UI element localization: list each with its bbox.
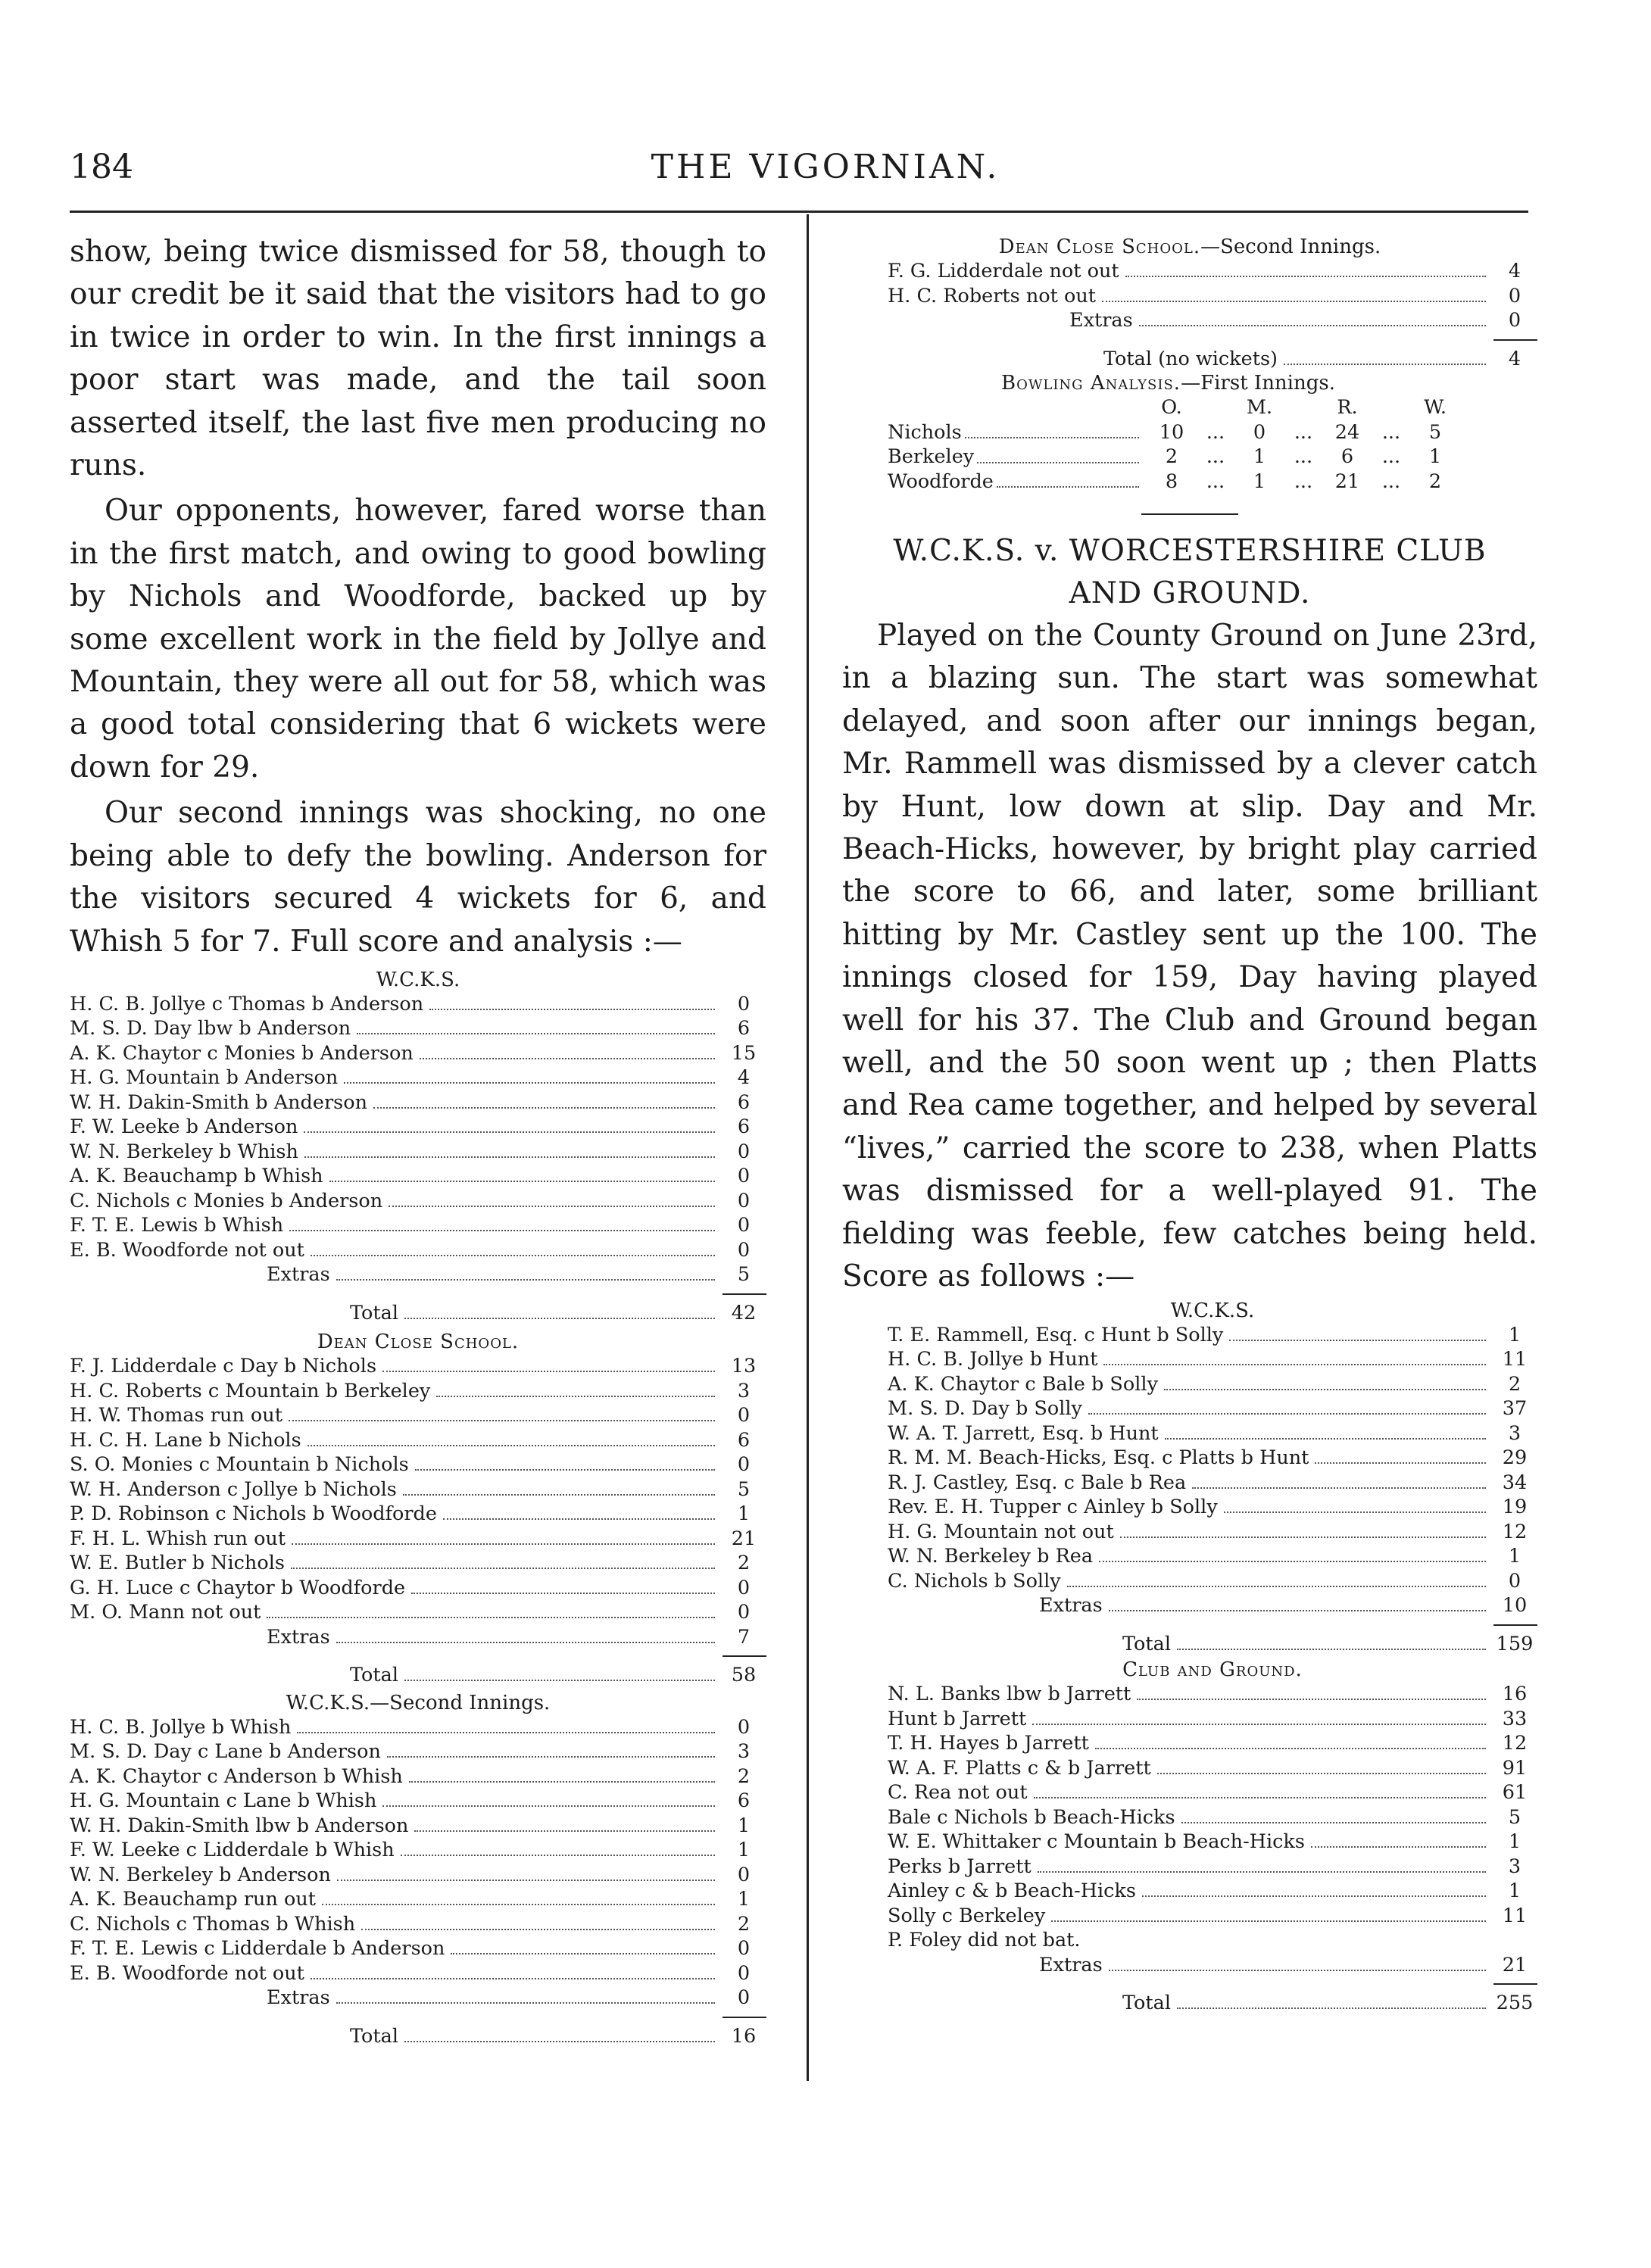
batting-row: W. H. Dakin-Smith lbw b Anderson 1: [70, 1814, 751, 1837]
sum-rule: [1493, 1983, 1537, 1985]
scorecard-title: Club and Ground.: [1122, 1658, 1303, 1681]
section-divider: [1141, 513, 1238, 515]
sum-rule: [723, 2017, 766, 2018]
batting-row: M. S. D. Day lbw b Anderson 6: [70, 1017, 751, 1040]
batting-row: F. T. E. Lewis b Whish 0: [70, 1214, 751, 1237]
batting-row: M. S. D. Day c Lane b Anderson 3: [70, 1740, 751, 1764]
bowling-header: O. M. R. W.: [1161, 396, 1447, 419]
batting-row: H. C. H. Lane b Nichols 6: [70, 1428, 751, 1452]
batting-row: Solly c Berkeley 11: [888, 1904, 1528, 1927]
batting-row: Rev. E. H. Tupper c Ainley b Solly 19: [888, 1496, 1528, 1518]
total-row: Total 42: [350, 1301, 757, 1324]
batting-row: W. A. T. Jarrett, Esq. b Hunt 3: [888, 1421, 1521, 1445]
match2-heading: [842, 530, 1537, 615]
left-column: [70, 231, 766, 2048]
batting-row: A. K. Chaytor c Monies b Anderson 15: [70, 1041, 757, 1065]
batting-row: A. K. Chaytor c Anderson b Whish 2: [70, 1764, 751, 1788]
scorecard-title: Dean Close School.: [317, 1331, 520, 1354]
bowling-analysis: [842, 371, 1537, 494]
extras-row: Extras 0: [1069, 309, 1521, 332]
batting-row: F. T. E. Lewis c Lidderdale b Anderson 0: [70, 1937, 751, 1961]
batting-row: S. O. Monies c Mountain b Nichols 0: [70, 1453, 751, 1477]
batting-row: T. E. Rammell, Esq. c Hunt b Solly 1: [888, 1323, 1521, 1346]
batting-row: H. W. Thomas run out 0: [70, 1404, 751, 1427]
batting-row: A. K. Chaytor c Bale b Solly 2: [888, 1372, 1521, 1396]
batting-row: W. N. Berkeley b Rea 1: [888, 1545, 1521, 1568]
extras-row: Extras 10: [1039, 1594, 1528, 1617]
scorecard-title: W.C.K.S.: [1170, 1299, 1255, 1322]
batting-row: W. N. Berkeley b Whish 0: [70, 1140, 751, 1163]
scorecard-title: W.C.K.S.: [376, 968, 460, 991]
batting-row: W. A. F. Platts c & b Jarrett 91: [888, 1756, 1528, 1780]
batting-row: W. E. Whittaker c Mountain b Beach-Hicks 1: [888, 1830, 1521, 1853]
batting-row: H. C. Roberts c Mountain b Berkeley 3: [70, 1379, 751, 1402]
scorecard-club-ground: [842, 1658, 1537, 2016]
batting-row: E. B. Woodforde not out 0: [70, 1961, 751, 1985]
total-row: Total 58: [350, 1664, 757, 1687]
batting-row: F. G. Lidderdale not out 4: [888, 260, 1521, 282]
scorecard-wcks-first: [70, 968, 766, 1326]
scorecard-dcs-second: [842, 235, 1537, 371]
batting-row: Ainley c & b Beach-Hicks 1: [888, 1880, 1521, 1902]
extras-row: Extras 7: [267, 1625, 751, 1649]
batting-row: E. B. Woodforde not out 0: [70, 1238, 751, 1262]
batting-row: A. K. Beauchamp run out 1: [70, 1888, 751, 1911]
sum-rule: [723, 1655, 766, 1657]
batting-row: W. N. Berkeley b Anderson 0: [70, 1863, 751, 1886]
page-header: [0, 148, 1651, 201]
bowling-row: Nichols 10 ... 0 ... 24 ... 5: [888, 420, 1442, 444]
extras-row: Extras 21: [1039, 1953, 1528, 1976]
total-row: Total 159: [1122, 1632, 1534, 1655]
batting-row: N. L. Banks lbw b Jarrett 16: [888, 1683, 1528, 1705]
right-column: [842, 235, 1537, 2016]
batting-row: W. H. Dakin-Smith b Anderson 6: [70, 1090, 751, 1114]
bowling-row: Berkeley 2 ... 1 ... 6 ... 1: [888, 445, 1442, 468]
match2-title: AND GROUND.: [1069, 576, 1311, 610]
batting-row: H. C. B. Jollye c Thomas b Anderson 0: [70, 992, 751, 1015]
scorecard-title: W.C.K.S.—Second Innings.: [286, 1691, 551, 1714]
extras-row: Extras 0: [267, 1986, 751, 2010]
total-row: Total (no wickets) 4: [1103, 347, 1521, 370]
batting-row: C. Nichols c Thomas b Whish 2: [70, 1912, 751, 1936]
batting-row: T. H. Hayes b Jarrett 12: [888, 1732, 1528, 1755]
batting-row: W. H. Anderson c Jollye b Nichols 5: [70, 1477, 751, 1501]
paragraph: Played on the County Ground on June 23rd, in a blazing sun. The start was somewhat delayed, and soon after our innings began, Mr. Rammell was dismissed by a clever catch by Hunt, low down at slip. Day and Mr. Beach-Hicks, however, by bright play carried the score to 66, and later, some brilliant hitting by Mr. Castley sent up the 100. The innings closed for 159, Day having played well for his 37. The Club and Ground began well, and the 50 soon went up ; then Platts and Rea came together, and helped by several “lives,” carried the score to 238, when Platts was dismissed for a well-played 91. The fielding was feeble, few catches being held. Score as follows :—: [842, 619, 1537, 1294]
sum-rule: [1493, 1624, 1537, 1626]
paragraph: Our opponents, however, fared worse than in the first match, and owing to good bowling by Nichols and Woodforde, backed up by some excellent work in the field by Jollye and Mountain, they were all out for 58, which was a good total considering that 6 wickets were down for 29.: [70, 494, 766, 785]
batting-row: F. W. Leeke c Lidderdale b Whish 1: [70, 1839, 751, 1862]
batting-row: G. H. Luce c Chaytor b Woodforde 0: [70, 1576, 751, 1599]
running-title: THE VIGORNIAN.: [651, 148, 1000, 186]
bowling-title: Bowling Analysis.—First Innings.: [1001, 372, 1335, 395]
batting-row: H. C. B. Jollye b Hunt 11: [888, 1348, 1528, 1371]
sum-rule: [1493, 339, 1537, 341]
total-row: Total 16: [350, 2024, 757, 2048]
batting-row: C. Nichols c Monies b Anderson 0: [70, 1189, 751, 1212]
bowling-row: Woodforde 8 ... 1 ... 21 ... 2: [888, 470, 1442, 493]
batting-row: M. O. Mann not out 0: [70, 1601, 751, 1624]
header-rule: [70, 211, 1528, 213]
batting-row: Perks b Jarrett 3: [888, 1855, 1521, 1878]
scorecard-dcs-first: [70, 1330, 766, 1688]
batting-row: H. G. Mountain not out 12: [888, 1520, 1528, 1543]
batting-row: Hunt b Jarrett 33: [888, 1707, 1528, 1730]
total-row: Total 255: [1122, 1992, 1534, 2014]
batting-row: M. S. D. Day b Solly 37: [888, 1397, 1528, 1420]
batting-row: C. Rea not out 61: [888, 1781, 1528, 1804]
batting-row: W. E. Butler b Nichols 2: [70, 1552, 751, 1575]
match2-title: W.C.K.S. v. WORCESTERSHIRE CLUB: [893, 534, 1487, 568]
batting-row: C. Nichols b Solly 0: [888, 1569, 1521, 1593]
batting-row: H. C. B. Jollye b Whish 0: [70, 1715, 751, 1739]
batting-row: F. J. Lidderdale c Day b Nichols 13: [70, 1355, 757, 1378]
scorecard-title: Dean Close School.—Second Innings.: [998, 236, 1381, 258]
batting-row: F. H. L. Whish run out 21: [70, 1527, 757, 1550]
batting-row: R. J. Castley, Esq. c Bale b Rea 34: [888, 1471, 1528, 1494]
batting-row: H. C. Roberts not out 0: [888, 284, 1521, 307]
paragraph: Our second innings was shocking, no one being able to defy the bowling. Anderson for the visitors secured 4 wickets for 6, and Whish 5 for 7. Full score and analysis :—: [70, 796, 766, 959]
batting-row: H. G. Mountain b Anderson 4: [70, 1066, 751, 1090]
batting-row: P. D. Robinson c Nichols b Woodforde 1: [70, 1502, 751, 1526]
batting-row: A. K. Beauchamp b Whish 0: [70, 1165, 751, 1188]
scorecard-wcks-match2: [842, 1299, 1537, 1657]
scorecard-wcks-second: [70, 1691, 766, 2049]
batting-row: R. M. M. Beach-Hicks, Esq. c Platts b Hunt 29: [888, 1446, 1528, 1469]
did-not-bat: P. Foley did not bat.: [888, 1929, 1081, 1951]
column-divider: [807, 214, 809, 2081]
paragraph: show, being twice dismissed for 58, though to our credit be it said that the visitors had to go in twice in order to win. In the first innings a poor start was made, and the tail soon asserted itself, the last five men producing no runs.: [70, 235, 766, 483]
page-number: 184: [70, 148, 133, 186]
batting-row: F. W. Leeke b Anderson 6: [70, 1115, 751, 1139]
batting-row: H. G. Mountain c Lane b Whish 6: [70, 1789, 751, 1813]
sum-rule: [723, 1293, 766, 1295]
batting-row: Bale c Nichols b Beach-Hicks 5: [888, 1805, 1521, 1829]
extras-row: Extras 5: [267, 1263, 751, 1287]
